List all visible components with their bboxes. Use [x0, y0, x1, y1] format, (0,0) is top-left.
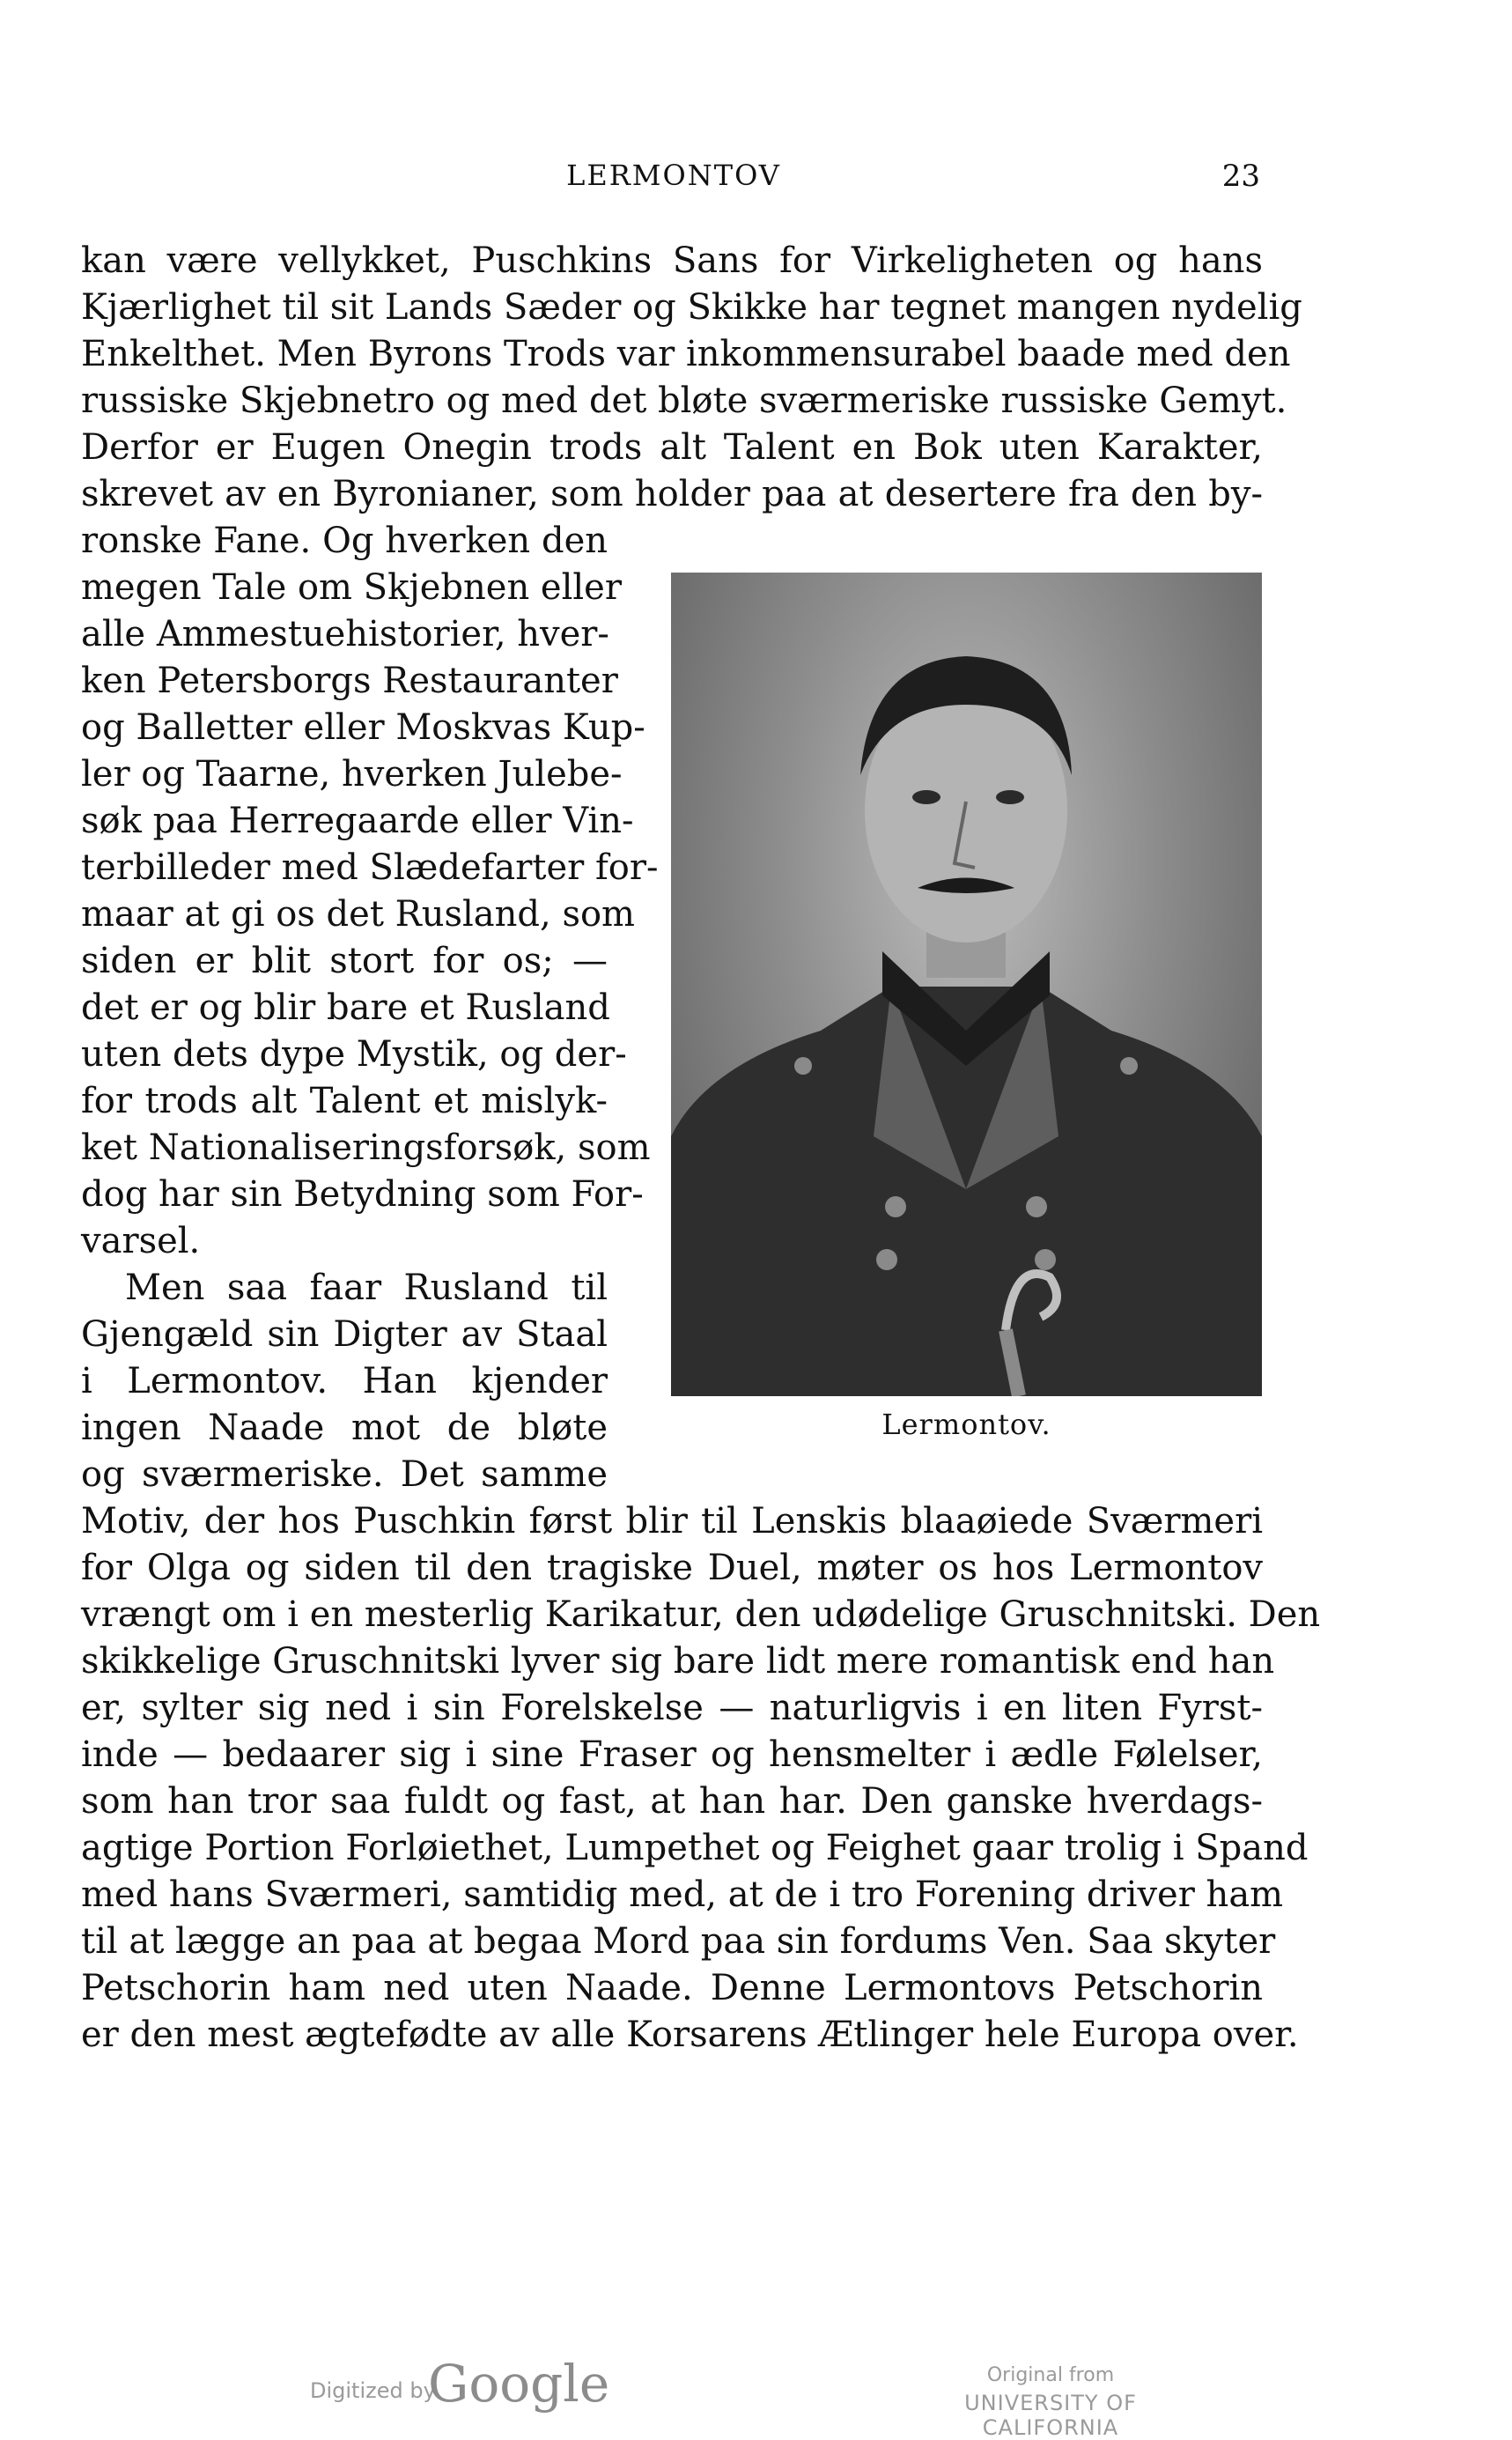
figure-caption: Lermontov. — [881, 1408, 1051, 1441]
text-line: Petschorin ham ned uten Naade. Denne Lermontovs Petschorin — [81, 1968, 1263, 2008]
text-line: kan være vellykket, Puschkins Sans for Virkeligheten og hans — [81, 240, 1263, 281]
text-line: i Lermontov. Han kjender — [81, 1361, 608, 1401]
text-line: Men saa faar Rusland til — [125, 1268, 608, 1308]
text-line: Gjengæld sin Digter av Staal — [81, 1314, 608, 1355]
text-line: søk paa Herregaarde eller Vin- — [81, 801, 634, 841]
text-line: russiske Skjebnetro og med det bløte sværmeriske russiske Gemyt. — [81, 381, 1287, 421]
text-line: ingen Naade mot de bløte — [81, 1408, 608, 1448]
text-line: med hans Sværmeri, samtidig med, at de i tro Forening driver ham — [81, 1874, 1284, 1915]
digitized-by-label: Digitized by — [310, 2378, 436, 2403]
university-label: UNIVERSITY OF CALIFORNIA — [964, 2391, 1137, 2440]
text-line: er, sylter sig ned i sin Forelskelse — naturligvis i en liten Fyrst- — [81, 1688, 1263, 1728]
text-line: Derfor er Eugen Onegin trods alt Talent en Bok uten Karakter, — [81, 427, 1263, 468]
text-line: ket Nationaliseringsforsøk, som — [81, 1128, 651, 1168]
text-line: Enkelthet. Men Byrons Trods var inkommensurabel baade med den — [81, 334, 1291, 374]
text-line: for Olga og siden til den tragiske Duel, møter os hos Lermontov — [81, 1548, 1263, 1588]
text-line: Motiv, der hos Puschkin først blir til Lenskis blaaøiede Sværmeri — [81, 1501, 1263, 1542]
text-line: skrevet av en Byronianer, som holder paa at desertere fra den by- — [81, 474, 1263, 514]
text-line: det er og blir bare et Rusland — [81, 987, 610, 1028]
text-line: er den mest ægtefødte av alle Korsarens Ætlinger hele Europa over. — [81, 2015, 1299, 2055]
text-line: siden er blit stort for os; — — [81, 941, 608, 981]
text-line: inde — bedaarer sig i sine Fraser og hensmelter i ædle Følelser, — [81, 1734, 1263, 1775]
text-line: og sværmeriske. Det samme — [81, 1454, 608, 1495]
text-line: til at lægge an paa at begaa Mord paa sin fordums Ven. Saa skyter — [81, 1921, 1276, 1962]
running-title: LERMONTOV — [566, 159, 781, 192]
text-line: skikkelige Gruschnitski lyver sig bare lidt mere romantisk end han — [81, 1641, 1275, 1682]
text-line: maar at gi os det Rusland, som — [81, 894, 635, 935]
text-line: alle Ammestuehistorier, hver- — [81, 614, 609, 654]
page-number: 23 — [1221, 159, 1260, 194]
text-line: terbilleder med Slædefarter for- — [81, 847, 659, 888]
text-line: for trods alt Talent et mislyk- — [81, 1081, 608, 1121]
text-line: agtige Portion Forløiethet, Lumpethet og Feighet gaar trolig i Spand — [81, 1828, 1309, 1868]
portrait-image — [671, 573, 1262, 1396]
text-line: ler og Taarne, hverken Julebe- — [81, 754, 623, 795]
text-line: uten dets dype Mystik, og der- — [81, 1034, 627, 1075]
text-line: megen Tale om Skjebnen eller — [81, 567, 622, 608]
text-line: Kjærlighet til sit Lands Sæder og Skikke har tegnet mangen nydelig — [81, 287, 1302, 328]
text-line: ronske Fane. Og hverken den — [81, 521, 608, 561]
text-line: varsel. — [81, 1221, 201, 1261]
text-line: vrængt om i en mesterlig Karikatur, den udødelige Gruschnitski. Den — [81, 1594, 1321, 1635]
portrait-engraving — [671, 573, 1262, 1396]
text-line: ken Petersborgs Restauranter — [81, 661, 618, 701]
text-line: dog har sin Betydning som For- — [81, 1174, 644, 1215]
google-logo: Google — [428, 2354, 610, 2414]
text-line: og Balletter eller Moskvas Kup- — [81, 707, 645, 748]
text-line: som han tror saa fuldt og fast, at han har. Den ganske hverdags- — [81, 1781, 1263, 1822]
original-from-label: Original from — [986, 2364, 1115, 2386]
